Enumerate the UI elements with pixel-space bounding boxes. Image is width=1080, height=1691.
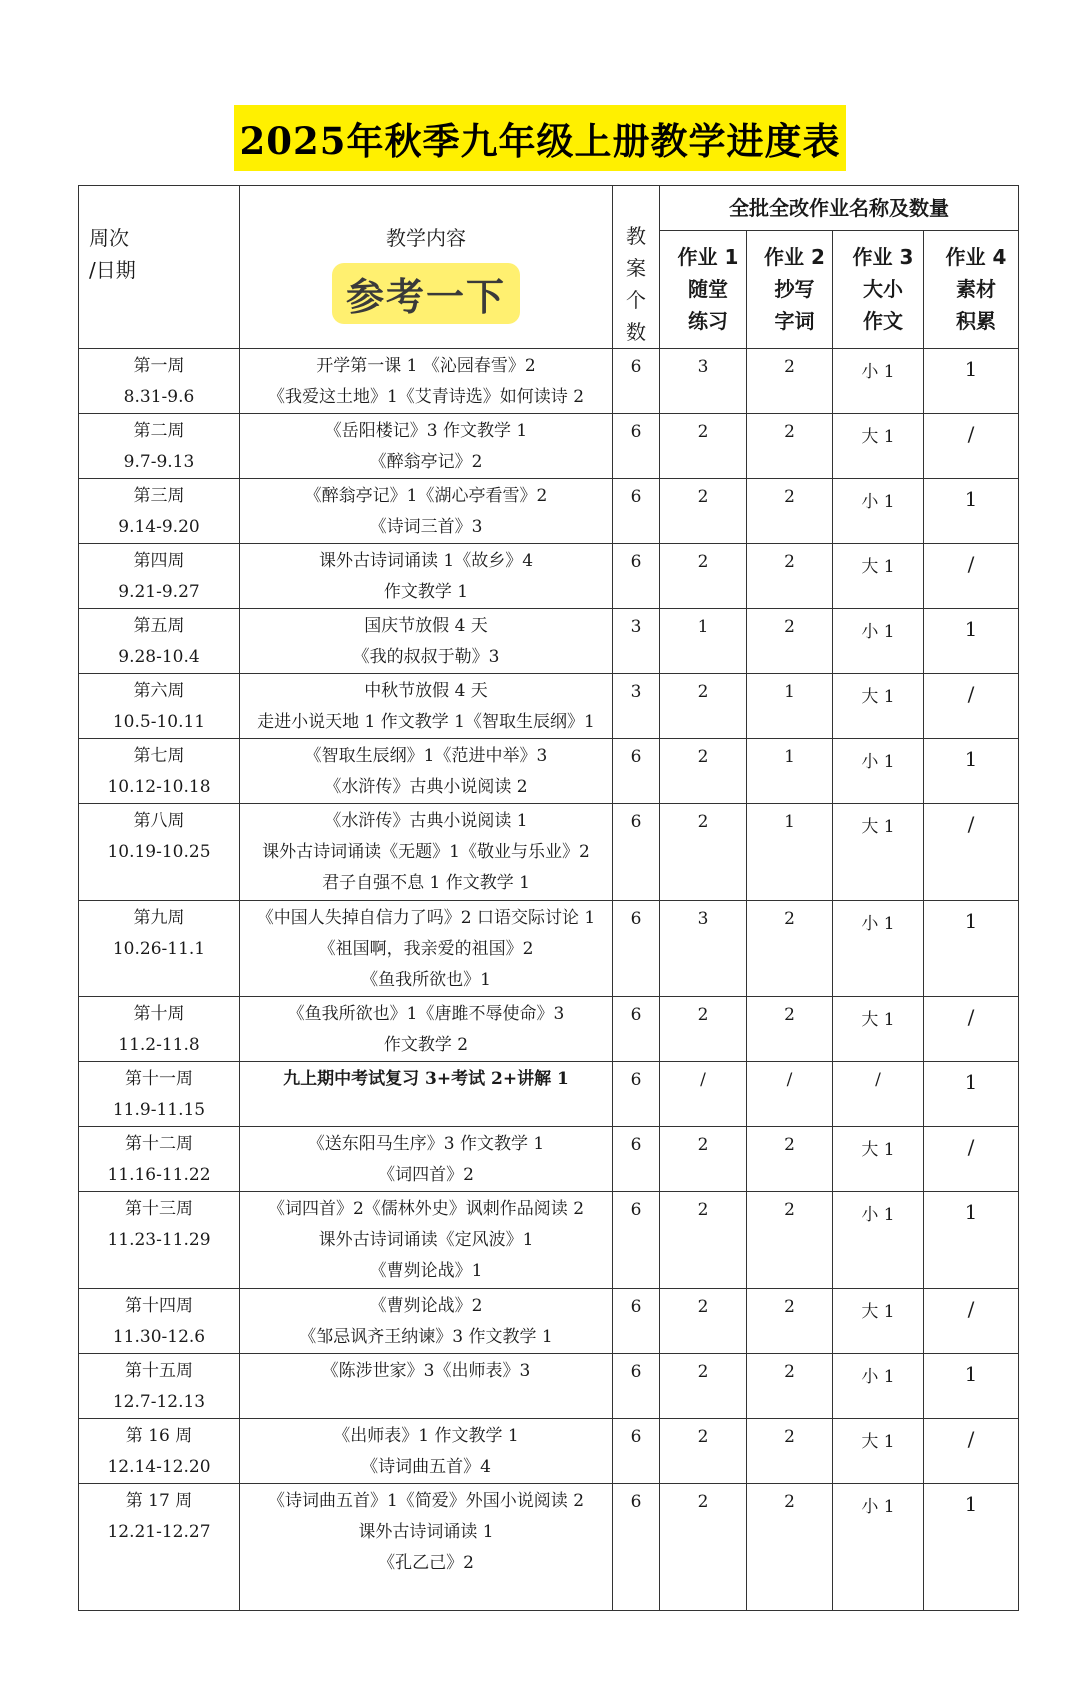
header-hw3-title: 作业 3 <box>852 245 914 270</box>
hw3-cell: / <box>833 1062 924 1127</box>
week-cell <box>79 1192 240 1289</box>
week-label: 第七周 <box>133 746 185 766</box>
content-cell <box>240 1062 613 1127</box>
content-cell <box>240 479 613 544</box>
hw3-cell: 小 1 <box>833 349 924 414</box>
content-line: 《中国人失掉自信力了吗》2 口语交际讨论 1 <box>256 908 596 928</box>
content-line: 《诗词曲五首》4 <box>361 1457 491 1477</box>
content-line: 《我爱这土地》1《艾青诗选》如何读诗 2 <box>267 387 585 407</box>
lesson-count-cell: 6 <box>613 1289 660 1354</box>
reference-badge: 参考一下 <box>332 263 520 324</box>
content-line: 课外古诗词诵读 1《故乡》4 <box>318 551 534 571</box>
week-date: 11.30-12.6 <box>112 1327 206 1347</box>
content-line: 《诗词三首》3 <box>369 517 483 537</box>
hw1-cell: 2 <box>660 544 747 609</box>
hw4-cell: / <box>924 414 1019 479</box>
table-row <box>79 997 1019 1062</box>
content-line: 作文教学 1 <box>383 582 469 602</box>
hw4-cell: 1 <box>924 1062 1019 1127</box>
header-count-char: 案 <box>626 256 646 280</box>
week-label: 第五周 <box>133 616 185 636</box>
header-hw4-title: 作业 4 <box>945 245 1007 270</box>
hw1-cell: 2 <box>660 1289 747 1354</box>
hw1-cell: 2 <box>660 739 747 804</box>
week-date: 9.14-9.20 <box>118 517 200 537</box>
table-row <box>79 804 1019 901</box>
week-label: 第四周 <box>133 551 185 571</box>
week-date: 10.5-10.11 <box>112 712 206 732</box>
week-label: 第一周 <box>133 356 185 376</box>
hw3-cell: 大 1 <box>833 1289 924 1354</box>
content-cell <box>240 901 613 997</box>
week-date: 11.9-11.15 <box>112 1100 206 1120</box>
content-line: 开学第一课 1 《沁园春雪》2 <box>316 356 536 376</box>
hw2-cell: 2 <box>747 901 833 997</box>
content-line: 作文教学 2 <box>383 1035 469 1055</box>
hw3-cell: 小 1 <box>833 1192 924 1289</box>
header-hw4 <box>924 231 1019 349</box>
lesson-count-cell: 6 <box>613 997 660 1062</box>
table-row <box>79 1062 1019 1127</box>
content-cell <box>240 1289 613 1354</box>
week-label: 第十五周 <box>125 1361 193 1381</box>
header-count-char: 数 <box>626 320 646 344</box>
content-line: 《陈涉世家》3《出师表》3 <box>321 1361 531 1381</box>
header-hw1 <box>660 231 747 349</box>
content-line: 《水浒传》古典小说阅读 2 <box>324 777 528 797</box>
content-cell <box>240 1192 613 1289</box>
week-cell <box>79 414 240 479</box>
table-row <box>79 739 1019 804</box>
content-line: 《鱼我所欲也》1《唐雎不辱使命》3 <box>287 1004 565 1024</box>
content-line: 九上期中考试复习 3+考试 2+讲解 1 <box>283 1069 569 1089</box>
hw4-cell: / <box>924 997 1019 1062</box>
table-row <box>79 349 1019 414</box>
header-hw1-title: 作业 1 <box>677 245 739 270</box>
hw3-cell: 大 1 <box>833 997 924 1062</box>
hw3-cell: 小 1 <box>833 739 924 804</box>
lesson-count-cell: 6 <box>613 901 660 997</box>
hw2-cell: 2 <box>747 1419 833 1484</box>
content-cell <box>240 1127 613 1192</box>
header-date-label: /日期 <box>89 258 136 282</box>
lesson-count-cell: 6 <box>613 1354 660 1419</box>
lesson-count-cell: 3 <box>613 674 660 739</box>
hw3-cell: 大 1 <box>833 804 924 901</box>
week-label: 第十三周 <box>125 1199 193 1219</box>
lesson-count-cell: 6 <box>613 739 660 804</box>
hw1-cell: 2 <box>660 414 747 479</box>
header-count-char: 个 <box>626 288 646 312</box>
content-line: 《曹刿论战》1 <box>369 1261 483 1281</box>
week-cell <box>79 349 240 414</box>
hw3-cell: 大 1 <box>833 1419 924 1484</box>
hw2-cell: 2 <box>747 997 833 1062</box>
week-cell <box>79 1127 240 1192</box>
content-cell <box>240 739 613 804</box>
content-line: 《邹忌讽齐王纳谏》3 作文教学 1 <box>299 1327 553 1347</box>
lesson-count-cell: 6 <box>613 349 660 414</box>
week-cell <box>79 609 240 674</box>
table-row <box>79 1127 1019 1192</box>
hw1-cell: 3 <box>660 349 747 414</box>
hw4-cell: / <box>924 1289 1019 1354</box>
week-date: 10.12-10.18 <box>107 777 211 797</box>
content-line: 《鱼我所欲也》1 <box>361 970 491 990</box>
table-row <box>79 544 1019 609</box>
hw1-cell: 2 <box>660 1127 747 1192</box>
header-hw2-title: 作业 2 <box>764 245 825 270</box>
content-line: 《词四首》2 <box>378 1165 474 1185</box>
hw1-cell: 2 <box>660 997 747 1062</box>
content-cell <box>240 674 613 739</box>
hw3-cell: 大 1 <box>833 414 924 479</box>
week-label: 第十二周 <box>125 1134 193 1154</box>
hw4-cell: / <box>924 1419 1019 1484</box>
hw1-cell: 2 <box>660 804 747 901</box>
hw3-cell: 小 1 <box>833 1354 924 1419</box>
content-line: 《祖国啊，我亲爱的祖国》2 <box>318 939 534 959</box>
week-date: 9.28-10.4 <box>118 647 200 667</box>
header-hw3-line2: 作文 <box>863 309 903 334</box>
header-hw1-line1: 随堂 <box>688 277 728 302</box>
content-line: 《醉翁亭记》2 <box>369 452 483 472</box>
hw1-cell: 3 <box>660 901 747 997</box>
week-cell <box>79 1484 240 1611</box>
week-cell <box>79 997 240 1062</box>
week-date: 11.23-11.29 <box>107 1230 211 1250</box>
hw3-cell: 大 1 <box>833 674 924 739</box>
lesson-count-cell: 6 <box>613 1192 660 1289</box>
content-cell <box>240 1484 613 1611</box>
hw4-cell: / <box>924 1127 1019 1192</box>
content-cell <box>240 349 613 414</box>
hw4-cell: / <box>924 544 1019 609</box>
week-date: 11.16-11.22 <box>107 1165 211 1185</box>
content-cell <box>240 544 613 609</box>
hw2-cell: / <box>747 1062 833 1127</box>
hw1-cell: 2 <box>660 1354 747 1419</box>
content-line: 中秋节放假 4 天 <box>364 681 488 701</box>
lesson-count-cell: 3 <box>613 609 660 674</box>
week-label: 第六周 <box>133 681 185 701</box>
table-row <box>79 1354 1019 1419</box>
lesson-count-cell: 6 <box>613 1062 660 1127</box>
week-label: 第九周 <box>133 908 185 928</box>
header-hw2-line2: 字词 <box>774 309 815 334</box>
header-hw2 <box>747 231 833 349</box>
hw1-cell: / <box>660 1062 747 1127</box>
week-label: 第十周 <box>133 1004 185 1024</box>
header-hw4-line1: 素材 <box>956 277 996 302</box>
week-date: 12.7-12.13 <box>112 1392 206 1412</box>
hw2-cell: 2 <box>747 1192 833 1289</box>
table-row <box>79 609 1019 674</box>
hw4-cell: 1 <box>924 739 1019 804</box>
content-line: 《岳阳楼记》3 作文教学 1 <box>324 421 528 441</box>
header-hw3 <box>833 231 924 349</box>
content-cell <box>240 804 613 901</box>
hw4-cell: 1 <box>924 1354 1019 1419</box>
content-line: 走进小说天地 1 作文教学 1《智取生辰纲》1 <box>257 712 595 732</box>
week-date: 9.7-9.13 <box>123 452 195 472</box>
lesson-count-cell: 6 <box>613 479 660 544</box>
week-cell <box>79 804 240 901</box>
week-date: 12.14-12.20 <box>107 1457 211 1477</box>
week-label: 第 17 周 <box>125 1491 193 1511</box>
hw4-cell: 1 <box>924 1484 1019 1611</box>
hw2-cell: 2 <box>747 479 833 544</box>
header-hw3-line1: 大小 <box>863 277 903 302</box>
header-count-char: 教 <box>626 224 646 248</box>
hw1-cell: 2 <box>660 1484 747 1611</box>
hw2-cell: 2 <box>747 1289 833 1354</box>
week-cell <box>79 739 240 804</box>
table-row <box>79 901 1019 997</box>
header-week <box>79 186 240 349</box>
lesson-count-cell: 6 <box>613 1484 660 1611</box>
hw3-cell: 小 1 <box>833 609 924 674</box>
week-date: 10.26-11.1 <box>112 939 206 959</box>
lesson-count-cell: 6 <box>613 544 660 609</box>
week-cell <box>79 1062 240 1127</box>
hw2-cell: 1 <box>747 674 833 739</box>
header-hw4-line2: 积累 <box>956 309 996 334</box>
week-date: 9.21-9.27 <box>118 582 200 602</box>
week-date: 11.2-11.8 <box>118 1035 200 1055</box>
hw2-cell: 2 <box>747 1484 833 1611</box>
week-label: 第二周 <box>133 421 185 441</box>
lesson-count-cell: 6 <box>613 1127 660 1192</box>
hw3-cell: 大 1 <box>833 544 924 609</box>
content-line: 课外古诗词诵读《无题》1《敬业与乐业》2 <box>262 842 590 862</box>
schedule-table <box>78 185 1019 1611</box>
hw4-cell: 1 <box>924 1192 1019 1289</box>
page-title: 2025年秋季九年级上册教学进度表 <box>234 105 847 171</box>
hw4-cell: / <box>924 674 1019 739</box>
content-cell <box>240 414 613 479</box>
hw4-cell: 1 <box>924 349 1019 414</box>
hw3-cell: 小 1 <box>833 901 924 997</box>
header-hw2-line1: 抄写 <box>774 277 815 302</box>
hw1-cell: 2 <box>660 674 747 739</box>
lesson-count-cell: 6 <box>613 414 660 479</box>
schedule-body <box>79 349 1019 1611</box>
hw4-cell: 1 <box>924 609 1019 674</box>
hw2-cell: 2 <box>747 609 833 674</box>
header-count <box>613 186 660 349</box>
hw2-cell: 2 <box>747 1127 833 1192</box>
table-row <box>79 414 1019 479</box>
table-row <box>79 674 1019 739</box>
header-week-label: 周次 <box>89 226 129 250</box>
content-line: 《诗词曲五首》1《简爱》外国小说阅读 2 <box>267 1491 585 1511</box>
week-label: 第三周 <box>133 486 185 506</box>
week-cell <box>79 1419 240 1484</box>
hw2-cell: 2 <box>747 414 833 479</box>
hw2-cell: 2 <box>747 1354 833 1419</box>
content-line: 《水浒传》古典小说阅读 1 <box>324 811 528 831</box>
hw2-cell: 2 <box>747 544 833 609</box>
content-cell <box>240 1354 613 1419</box>
header-hw1-line2: 练习 <box>688 309 728 334</box>
week-cell <box>79 901 240 997</box>
content-line: 《醉翁亭记》1《湖心亭看雪》2 <box>304 486 548 506</box>
table-row <box>79 479 1019 544</box>
lesson-count-cell: 6 <box>613 804 660 901</box>
header-row-1 <box>79 186 1019 231</box>
week-cell <box>79 1289 240 1354</box>
content-line: 课外古诗词诵读 1 <box>358 1522 494 1542</box>
content-line: 《智取生辰纲》1《范进中举》3 <box>304 746 548 766</box>
hw1-cell: 2 <box>660 1419 747 1484</box>
week-cell <box>79 674 240 739</box>
hw3-cell: 小 1 <box>833 479 924 544</box>
table-row <box>79 1289 1019 1354</box>
title-container <box>0 105 1080 171</box>
week-label: 第 16 周 <box>125 1426 193 1446</box>
table-row <box>79 1192 1019 1289</box>
hw3-cell: 小 1 <box>833 1484 924 1611</box>
content-line: 课外古诗词诵读《定风波》1 <box>318 1230 534 1250</box>
header-homework-group: 全批全改作业名称及数量 <box>660 186 1019 231</box>
header-content <box>240 186 613 349</box>
content-cell <box>240 609 613 674</box>
content-line: 《词四首》2《儒林外史》讽刺作品阅读 2 <box>267 1199 585 1219</box>
week-date: 12.21-12.27 <box>107 1522 211 1542</box>
header-content-label: 教学内容 <box>386 226 466 250</box>
content-cell <box>240 997 613 1062</box>
week-date: 8.31-9.6 <box>123 387 195 407</box>
week-label: 第八周 <box>133 811 185 831</box>
week-date: 10.19-10.25 <box>107 842 211 862</box>
content-line: 《我的叔叔于勒》3 <box>352 647 500 667</box>
hw4-cell: 1 <box>924 479 1019 544</box>
week-cell <box>79 1354 240 1419</box>
hw3-cell: 大 1 <box>833 1127 924 1192</box>
hw1-cell: 2 <box>660 1192 747 1289</box>
hw4-cell: 1 <box>924 901 1019 997</box>
hw2-cell: 2 <box>747 349 833 414</box>
table-row <box>79 1419 1019 1484</box>
hw1-cell: 2 <box>660 479 747 544</box>
content-line: 《曹刿论战》2 <box>369 1296 483 1316</box>
week-label: 第十一周 <box>125 1069 193 1089</box>
content-line: 君子自强不息 1 作文教学 1 <box>322 873 530 893</box>
content-line: 《出师表》1 作文教学 1 <box>333 1426 519 1446</box>
hw2-cell: 1 <box>747 739 833 804</box>
hw1-cell: 1 <box>660 609 747 674</box>
week-cell <box>79 479 240 544</box>
hw4-cell: / <box>924 804 1019 901</box>
content-cell <box>240 1419 613 1484</box>
lesson-count-cell: 6 <box>613 1419 660 1484</box>
content-line: 国庆节放假 4 天 <box>364 616 488 636</box>
content-line: 《送东阳马生序》3 作文教学 1 <box>307 1134 545 1154</box>
content-line: 《孔乙己》2 <box>378 1553 474 1573</box>
hw2-cell: 1 <box>747 804 833 901</box>
week-label: 第十四周 <box>125 1296 193 1316</box>
table-row <box>79 1484 1019 1611</box>
week-cell <box>79 544 240 609</box>
